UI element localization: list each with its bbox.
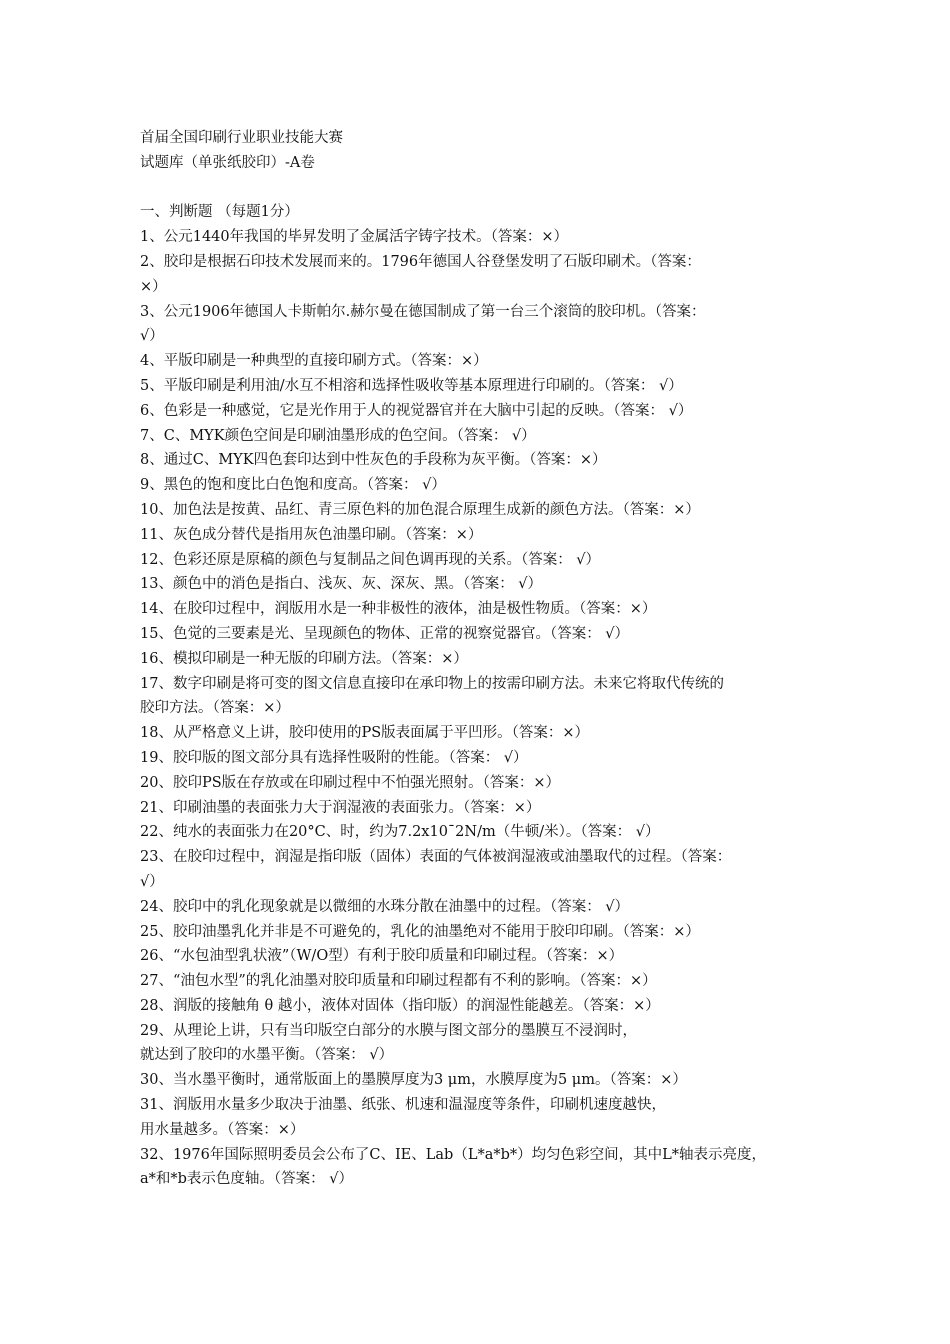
document-page xyxy=(140,126,830,1192)
question-line: 26、“水包油型乳状液”（W/O型）有利于胶印质量和印刷过程。（答案：×） xyxy=(140,948,624,965)
question-line: 16、模拟印刷是一种无版的印刷方法。（答案：×） xyxy=(140,650,468,667)
question-list xyxy=(140,225,830,1192)
question-line: 27、“油包水型”的乳化油墨对胶印质量和印刷过程都有不利的影响。（答案：×） xyxy=(140,973,657,990)
question-line: 3、公元1906年德国人卡斯帕尔.赫尔曼在德国制成了第一台三个滚筒的胶印机。（答案： xyxy=(140,303,706,320)
document-subtitle: 试题库（单张纸胶印）-A卷 xyxy=(140,154,315,171)
question-line: 22、纯水的表面张力在20°C、时，约为7.2x10¯2N/m（牛顿/米）。（答案： √） xyxy=(140,824,660,841)
question-line: 25、胶印油墨乳化并非是不可避免的，乳化的油墨绝对不能用于胶印印刷。（答案：×） xyxy=(140,923,700,940)
question-line: 5、平版印刷是利用油/水互不相溶和选择性吸收等基本原理进行印刷的。（答案： √） xyxy=(140,377,683,394)
question-line: 6、色彩是一种感觉，它是光作用于人的视觉器官并在大脑中引起的反映。（答案： √） xyxy=(140,402,693,419)
question-line: 19、胶印版的图文部分具有选择性吸附的性能。（答案： √） xyxy=(140,749,528,766)
question-line: 就达到了胶印的水墨平衡。（答案： √） xyxy=(140,1047,394,1064)
question-line: 24、胶印中的乳化现象就是以微细的水珠分散在油墨中的过程。（答案： √） xyxy=(140,898,630,915)
section-heading: 一、判断题 （每题1分） xyxy=(140,204,299,221)
question-line: 17、数字印刷是将可变的图文信息直接印在承印物上的按需印刷方法。未来它将取代传统的 xyxy=(140,675,724,692)
question-line: 32、1976年国际照明委员会公布了C、IE、Lab（L*a*b*）均匀色彩空间，其中L*轴表示亮度， xyxy=(140,1146,766,1163)
question-line: 31、润版用水量多少取决于油墨、纸张、机速和温湿度等条件，印刷机速度越快， xyxy=(140,1097,666,1114)
question-line: 11、灰色成分替代是指用灰色油墨印刷。（答案：×） xyxy=(140,526,483,543)
question-line: 13、颜色中的消色是指白、浅灰、灰、深灰、黑。（答案： √） xyxy=(140,576,543,593)
question-line: 7、C、MYK颜色空间是印刷油墨形成的色空间。（答案： √） xyxy=(140,427,536,444)
spacer xyxy=(140,176,830,201)
question-line: √） xyxy=(140,328,164,345)
question-line: 胶印方法。（答案：×） xyxy=(140,700,290,717)
question-line: 21、印刷油墨的表面张力大于润湿液的表面张力。（答案：×） xyxy=(140,799,541,816)
question-line: 12、色彩还原是原稿的颜色与复制品之间色调再现的关系。（答案： √） xyxy=(140,551,601,568)
question-line: 29、从理论上讲，只有当印版空白部分的水膜与图文部分的墨膜互不浸润时， xyxy=(140,1022,637,1039)
question-line: 30、当水墨平衡时，通常版面上的墨膜厚度为3 μm，水膜厚度为5 μm。（答案：×） xyxy=(140,1072,687,1089)
question-line: ×） xyxy=(140,278,167,295)
question-line: 9、黑色的饱和度比白色饱和度高。（答案： √） xyxy=(140,477,446,494)
question-line: 18、从严格意义上讲，胶印使用的PS版表面属于平凹形。（答案：×） xyxy=(140,725,590,742)
question-line: 10、加色法是按黄、品红、青三原色料的加色混合原理生成新的颜色方法。（答案：×） xyxy=(140,501,700,518)
question-line: √） xyxy=(140,873,164,890)
question-line: 4、平版印刷是一种典型的直接印刷方式。（答案：×） xyxy=(140,353,488,370)
question-line: a*和*b表示色度轴。（答案： √） xyxy=(140,1171,354,1188)
question-line: 20、胶印PS版在存放或在印刷过程中不怕强光照射。（答案：×） xyxy=(140,774,561,791)
document-title: 首届全国印刷行业职业技能大赛 xyxy=(140,130,343,146)
question-line: 15、色觉的三要素是光、呈现颜色的物体、正常的视察觉器官。（答案： √） xyxy=(140,625,630,642)
question-line: 8、通过C、MYK四色套印达到中性灰色的手段称为灰平衡。（答案：×） xyxy=(140,452,607,469)
question-line: 28、润版的接触角 θ 越小，液体对固体（指印版）的润湿性能越差。（答案：×） xyxy=(140,997,660,1014)
question-line: 1、公元1440年我国的毕昇发明了金属活字铸字技术。（答案：×） xyxy=(140,229,569,246)
question-line: 2、胶印是根据石印技术发展而来的。1796年德国人谷登堡发明了石版印刷术。（答案： xyxy=(140,253,701,270)
question-line: 14、在胶印过程中，润版用水是一种非极性的液体，油是极性物质。（答案：×） xyxy=(140,601,657,618)
question-line: 用水量越多。（答案：×） xyxy=(140,1121,305,1138)
question-line: 23、在胶印过程中，润湿是指印版（固体）表面的气体被润湿液或油墨取代的过程。（答案： xyxy=(140,849,732,866)
